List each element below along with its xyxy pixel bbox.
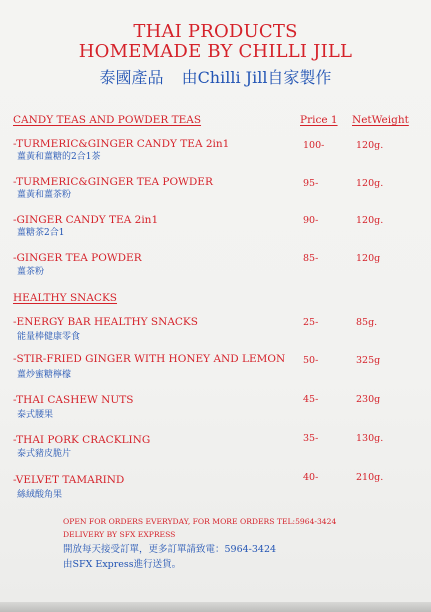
item-weight: 130g. [356, 433, 384, 444]
item-price: 40- [303, 472, 319, 483]
item-chinese: 薑茶粉 [17, 267, 45, 277]
title-chinese [0, 68, 431, 88]
item-name: -THAI PORK CRACKLING [13, 434, 151, 446]
item-name: -GINGER CANDY TEA 2in1 [13, 214, 159, 226]
item-weight: 210g. [356, 472, 384, 483]
footer-order-info: OPEN FOR ORDERS EVERYDAY, FOR MORE ORDERS TEL:5964-3424 [63, 517, 337, 526]
item-name: -THAI CASHEW NUTS [13, 394, 134, 406]
item-weight: 230g [356, 394, 381, 405]
footer-order-info-chinese: 開放每天接受訂單，更多訂單請致電：5964-3424 [63, 544, 277, 555]
item-weight: 85g. [356, 317, 378, 328]
item-name: -TURMERIC&GINGER CANDY TEA 2in1 [13, 138, 230, 150]
item-chinese: 絲絨酸角果 [17, 490, 63, 500]
column-header-price: Price 1 [300, 114, 338, 126]
item-price: 25- [303, 317, 319, 328]
item-name: -GINGER TEA POWDER [13, 252, 142, 264]
item-name: -TURMERIC&GINGER TEA POWDER [13, 176, 213, 188]
item-chinese: 能量棒健康零食 [17, 332, 81, 342]
item-price: 95- [303, 178, 319, 189]
page-bottom-edge [0, 602, 431, 612]
item-chinese: 薑糖茶2合1 [17, 228, 65, 238]
item-name: -ENERGY BAR HEALTHY SNACKS [13, 316, 198, 328]
item-price: 90- [303, 215, 319, 226]
item-price: 45- [303, 394, 319, 405]
title-chinese-a: 泰國產品 [99, 68, 164, 87]
item-name: -VELVET TAMARIND [13, 474, 125, 486]
item-weight: 120g [356, 253, 381, 264]
item-chinese: 泰式豬皮脆片 [17, 449, 72, 459]
item-price: 50- [303, 355, 319, 366]
footer-delivery-info: DELIVERY BY SFX EXPRESS [63, 530, 176, 539]
item-weight: 120g. [356, 215, 384, 226]
title-chinese-b: 由Chilli Jill自家製作 [181, 68, 332, 87]
item-weight: 325g [356, 355, 381, 366]
item-chinese: 泰式腰果 [17, 410, 54, 420]
item-chinese: 薑炒蜜糖檸檬 [17, 370, 72, 380]
column-header-netweight: NetWeight [352, 114, 409, 126]
item-chinese: 薑黃和薑糖的2合1茶 [17, 152, 101, 162]
item-weight: 120g. [356, 140, 384, 151]
item-price: 35- [303, 433, 319, 444]
item-weight: 120g. [356, 178, 384, 189]
item-price: 100- [303, 140, 325, 151]
item-name: -STIR-FRIED GINGER WITH HONEY AND LEMON [13, 353, 286, 365]
section-heading-candy-teas: CANDY TEAS AND POWDER TEAS [13, 114, 202, 126]
title-line-1: THAI PRODUCTS [133, 21, 298, 42]
footer-delivery-info-chinese: 由SFX Express進行送貨。 [63, 559, 182, 570]
title-line-2: HOMEMADE BY CHILLI JILL [78, 41, 353, 62]
section-heading-healthy-snacks: HEALTHY SNACKS [13, 292, 117, 304]
item-chinese: 薑黃和薑茶粉 [17, 190, 72, 200]
item-price: 85- [303, 253, 319, 264]
